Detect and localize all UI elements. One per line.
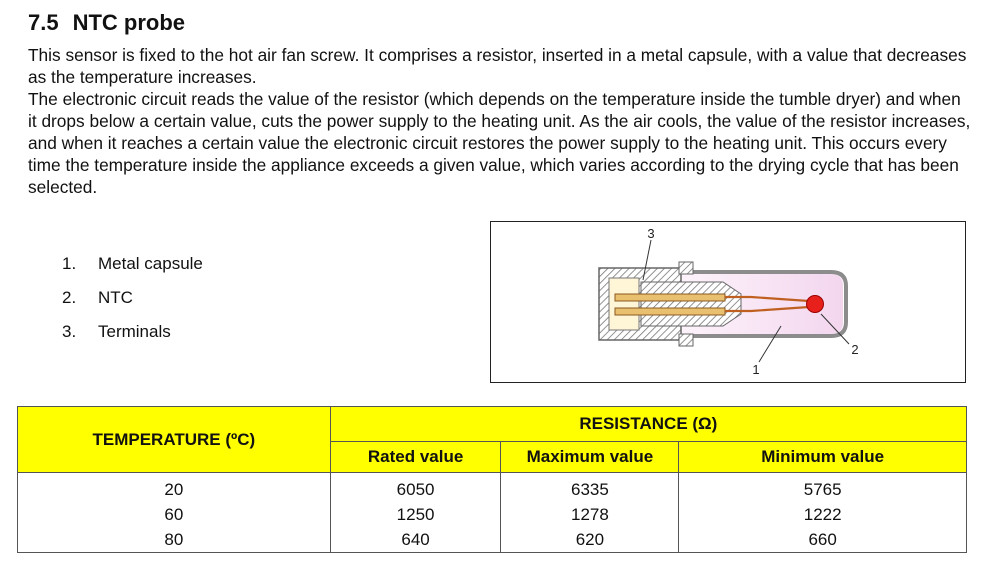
- terminal-lower: [615, 308, 725, 315]
- rated-cell: 6050: [330, 473, 501, 503]
- part-index: 3.: [62, 322, 77, 341]
- column-header-maximum: Maximum value: [501, 442, 679, 473]
- table-row: [18, 473, 967, 503]
- temperature-header: TEMPERATURE (ºC): [18, 407, 331, 473]
- paragraph-description: This sensor is fixed to the hot air fan screw. It comprises a resistor, inserted in a metal capsule, with a value that decreases as the temperature increases.: [28, 45, 967, 87]
- minimum-cell: 1222: [679, 502, 967, 527]
- part-index: 2.: [62, 288, 77, 307]
- maximum-cell: 1278: [501, 502, 679, 527]
- temperature-cell: 60: [18, 502, 331, 527]
- resistance-header: RESISTANCE (Ω): [330, 407, 966, 442]
- column-header-rated: Rated value: [330, 442, 501, 473]
- maximum-cell: 620: [501, 527, 679, 553]
- parts-list-item: [62, 318, 203, 352]
- ntc-probe-drawing: [491, 222, 967, 384]
- part-label: Metal capsule: [98, 254, 203, 273]
- section-heading: [28, 10, 185, 36]
- rated-cell: 1250: [330, 502, 501, 527]
- callout-3: 3: [647, 226, 655, 241]
- paragraph-operation: The electronic circuit reads the value of the resistor (which depends on the temperature inside the tumble dryer) and when it drops below a certain value, cuts the power supply to the heating unit. As the air cools, the value of the resistor increases, and when it reaches a certain value the electronic circuit restores the power supply to the heating unit. This occurs every time the temperature inside the appliance exceeds a given value, which varies according to the drying cycle that has been selected.: [28, 89, 971, 197]
- section-title: NTC probe: [72, 10, 186, 35]
- minimum-cell: 5765: [679, 473, 967, 503]
- callout-1: 1: [752, 362, 760, 377]
- maximum-cell: 6335: [501, 473, 679, 503]
- terminal-upper: [615, 294, 725, 301]
- ntc-bead: [807, 296, 824, 313]
- part-label: NTC: [98, 288, 133, 307]
- part-index: 1.: [62, 254, 77, 273]
- parts-list: [62, 250, 203, 352]
- temperature-cell: 80: [18, 527, 331, 553]
- temperature-cell: 20: [18, 473, 331, 503]
- ntc-probe-diagram: [490, 221, 966, 383]
- minimum-cell: 660: [679, 527, 967, 553]
- table-row: [18, 502, 967, 527]
- parts-list-item: [62, 250, 203, 284]
- part-label: Terminals: [98, 322, 171, 341]
- table-row: [18, 527, 967, 553]
- parts-list-item: [62, 284, 203, 318]
- resistance-table: [17, 406, 967, 553]
- callout-2: 2: [851, 342, 859, 357]
- rated-cell: 640: [330, 527, 501, 553]
- section-number: 7.5: [28, 10, 59, 35]
- column-header-minimum: Minimum value: [679, 442, 967, 473]
